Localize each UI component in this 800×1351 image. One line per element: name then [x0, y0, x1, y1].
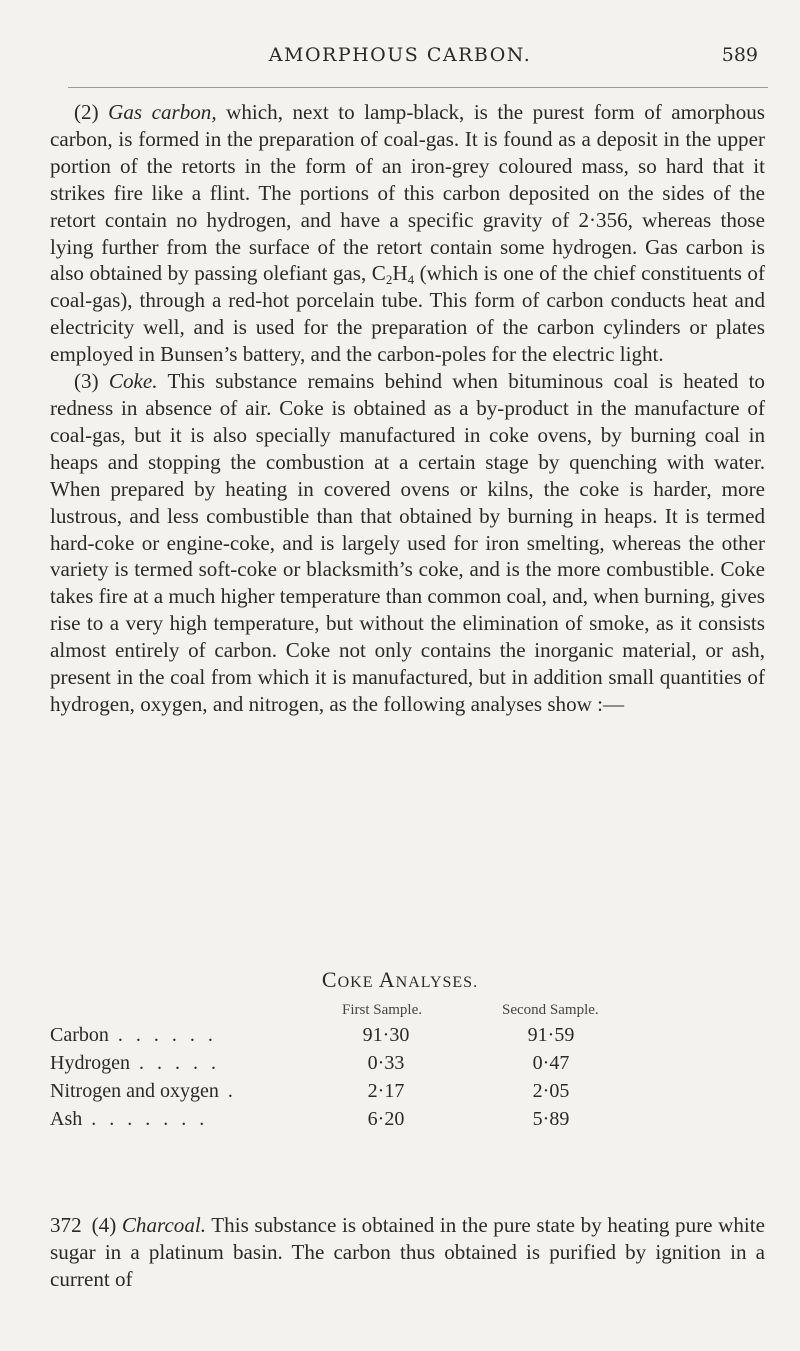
table-row: Nitrogen and oxygen . 2·17 2·05 [50, 1080, 570, 1102]
page-number: 589 [721, 44, 758, 66]
running-head: AMORPHOUS CARBON. [268, 44, 532, 66]
term-charcoal: Charcoal. [121, 1213, 207, 1237]
column-header-second-sample: Second Sample. [502, 1002, 599, 1018]
paragraph-charcoal: 372 (4) Charcoal. This substance is obtained in the pure state by heating pure white sugar in a platinum basin. The carbon thus obtained is purified by ignition in a current of [50, 1213, 765, 1291]
body-text [50, 99, 765, 718]
table-row: Hydrogen . . . . . 0·33 0·47 [50, 1052, 570, 1074]
paragraph-gas-carbon: (2) Gas carbon, which, next to lamp-black, is the purest form of amorphous carbon, is formed in the preparation of coal-gas. It is found as a deposit in the upper portion of the retorts in the form of an iron-grey coloured mass, so hard that it strikes fire like a flint. The portions of this carbon deposited on the sides of the retort contain no hydrogen, and have a specific gravity of 2·356, whereas those lying further from the surface of the retort contain some hydrogen. Gas carbon is also obtained by passing olefiant gas, $C_2H_4$ (which is one of the chief constituents of coal-gas), through a red-hot porcelain tube. This form of carbon conducts heat and electricity well, and is used for the preparation of the carbon cylinders or plates employed in Bunsen’s battery, and the carbon-poles for the electric light. [50, 100, 765, 367]
column-header-first-sample: First Sample. [342, 1002, 423, 1018]
paragraph-coke: (3) Coke. This substance remains behind when bituminous coal is heated to redness in absence of air. Coke is obtained as a by-product in the manufacture of coal-gas, but it is also specially manufactured in coke ovens, by burning coal in heaps and stopping the combustion at a certain stage by quenching with water. When prepared by heating in covered ovens or kilns, the coke is harder, more lustrous, and less combustible than that obtained by burning in heaps. It is termed hard-coke or engine-coke, and is largely used for iron smelting, whereas the other variety is termed soft-coke or blacksmith’s coke, and is the more combustible. Coke takes fire at a much higher temperature than common coal, and, when burning, gives rise to a very high temperature, but without the elimination of smoke, as it consists almost entirely of carbon. Coke not only contains the inorganic material, or ash, present in the coal from which it is manufactured, but in addition small quantities of hydrogen, oxygen, and nitrogen, as the following analyses show :— [50, 369, 765, 716]
margin-number: 372 [50, 1213, 82, 1237]
table-row: Ash . . . . . . . 6·20 5·89 [50, 1108, 570, 1130]
term-gas-carbon: Gas carbon, [108, 100, 217, 124]
header-rule [68, 87, 768, 88]
charcoal-text [50, 1212, 765, 1293]
table-title: COKE ANALYSES. [321, 967, 479, 992]
table-row: Carbon . . . . . . 91·30 91·59 [50, 1024, 575, 1046]
term-coke: Coke. [108, 369, 158, 394]
